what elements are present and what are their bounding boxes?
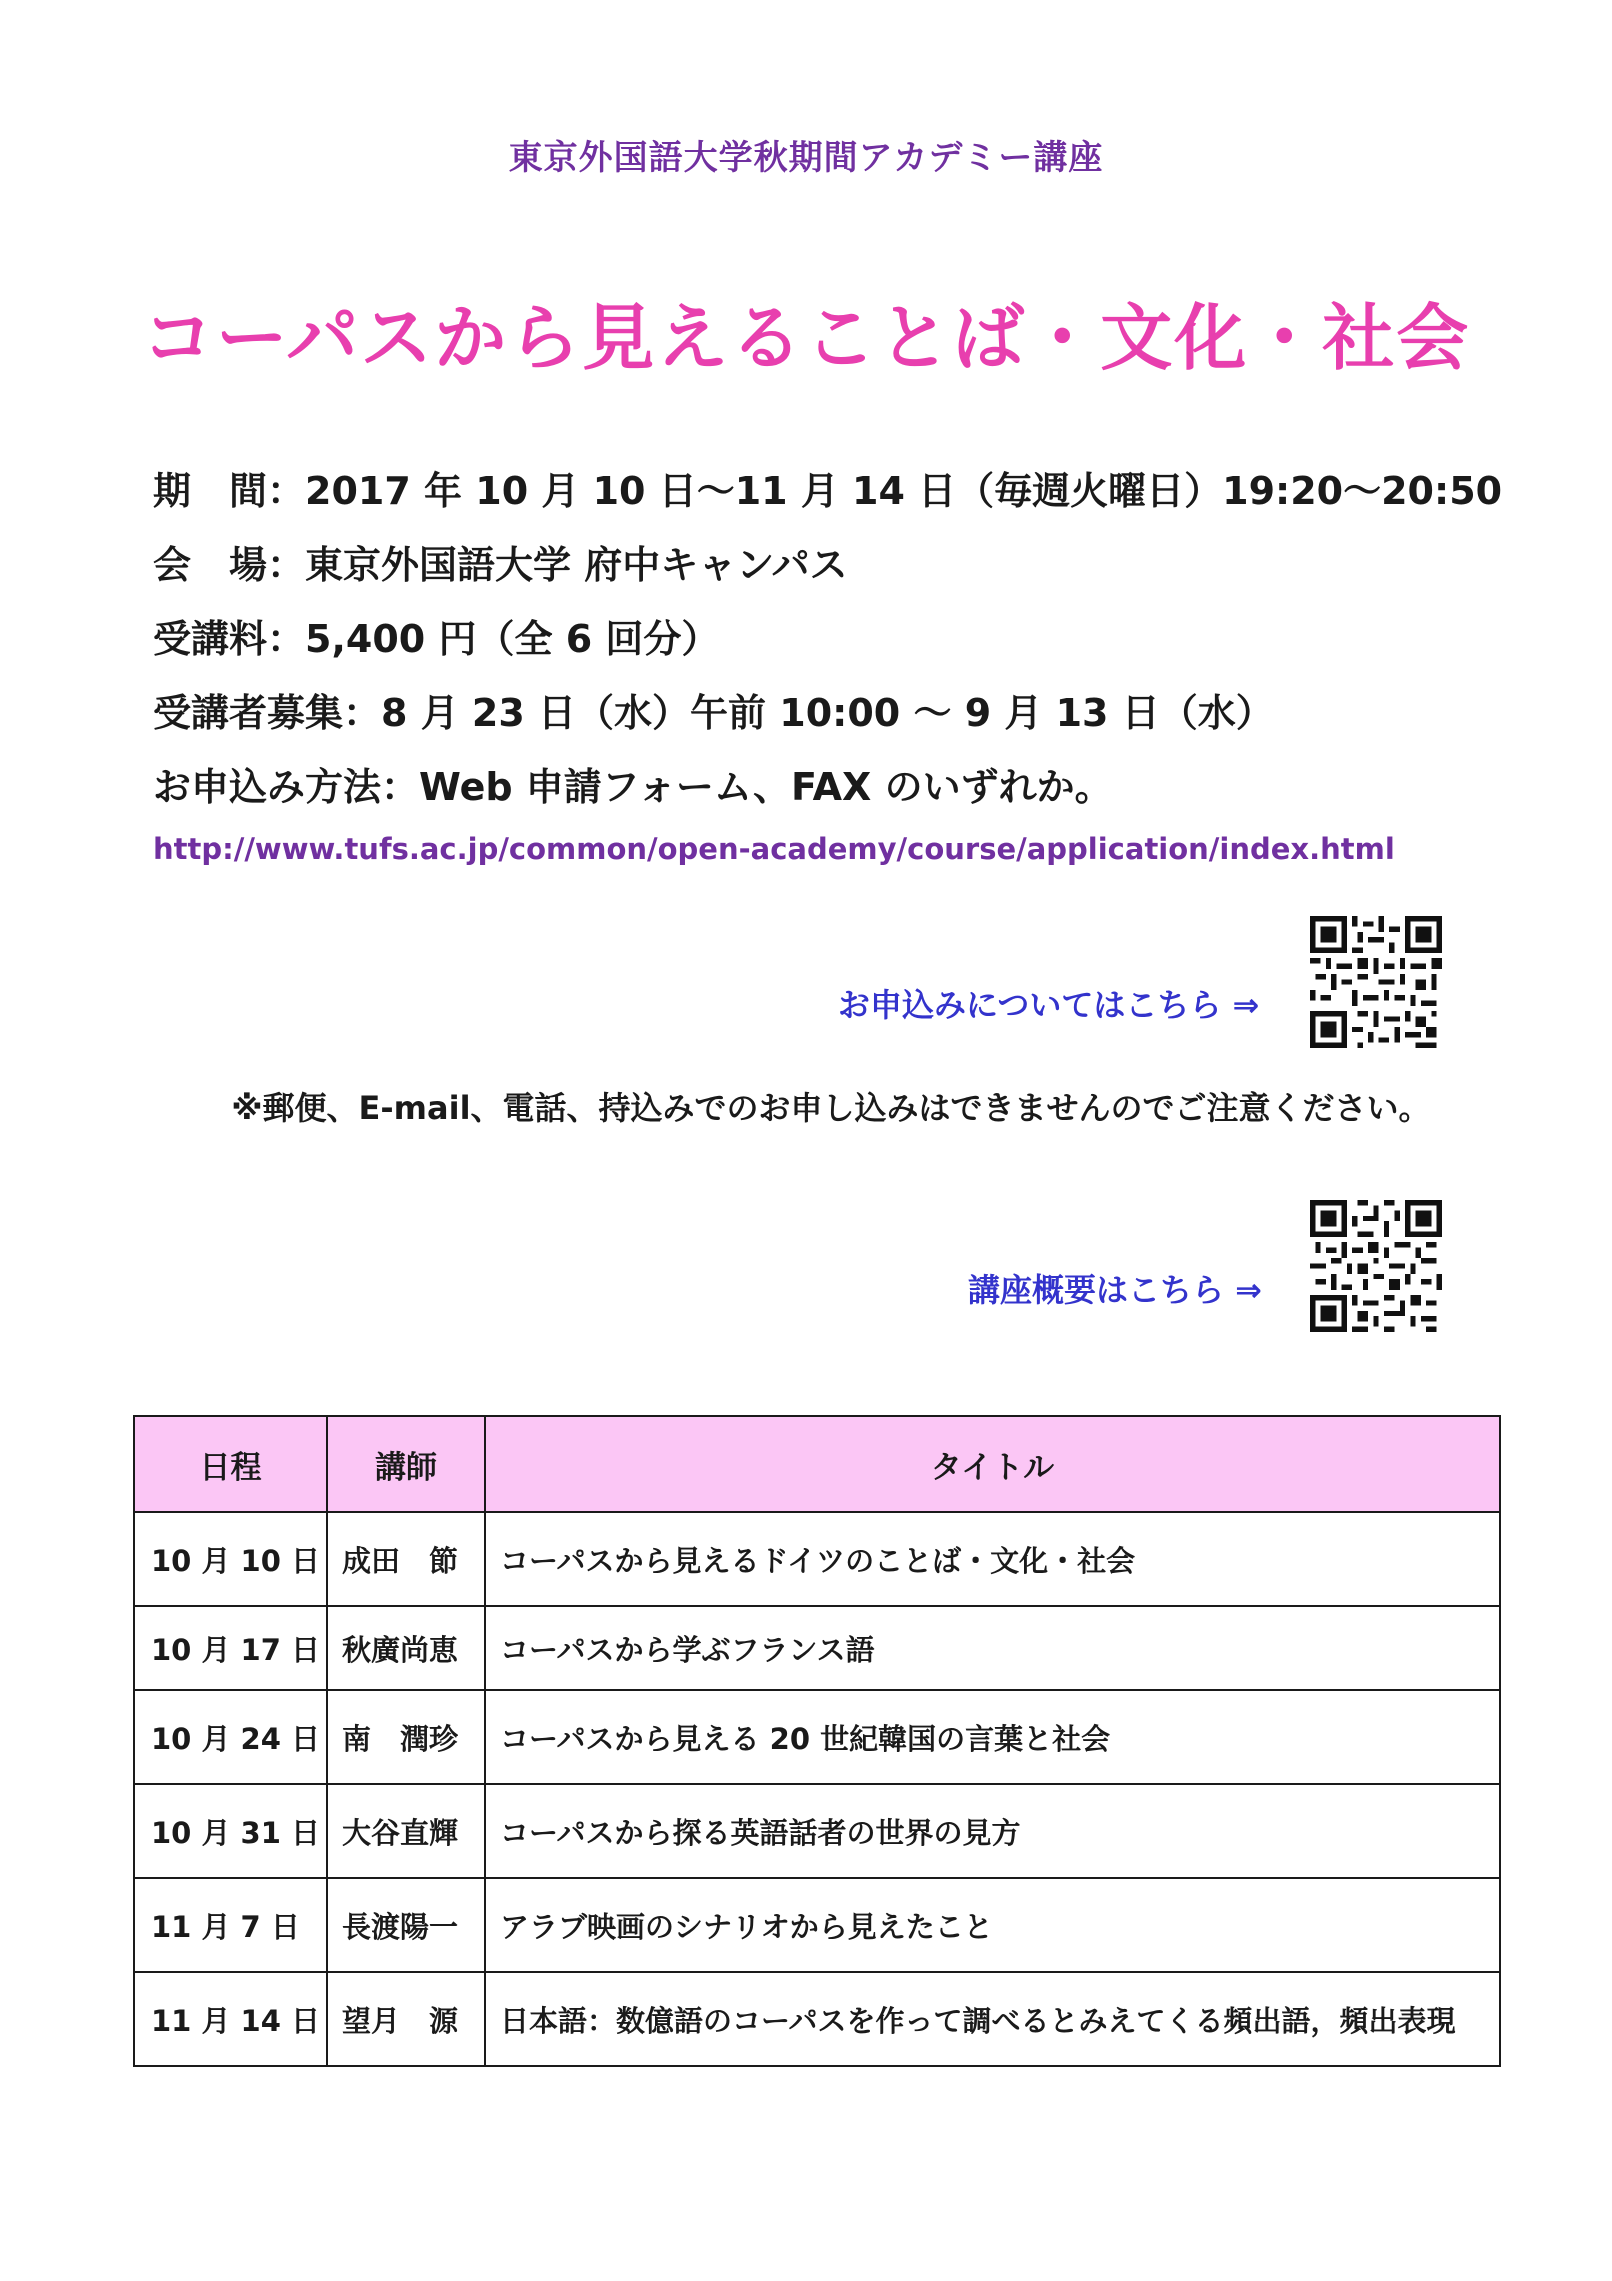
- info-period: [153, 460, 1502, 515]
- overview-link[interactable]: 講座概要はこちら ⇒: [968, 1271, 1262, 1309]
- cell-date: 10 月 17 日: [134, 1606, 327, 1690]
- info-label: 会 場: [153, 543, 268, 587]
- cell-lecturer: 長渡陽一: [327, 1878, 485, 1972]
- info-separator: ：: [267, 469, 306, 513]
- cell-title: 日本語：数億語のコーパスを作って調べるとみえてくる頻出語，頻出表現: [485, 1972, 1500, 2066]
- overview-qr-code-icon[interactable]: [1310, 1200, 1442, 1332]
- info-value: 2017 年 10 月 10 日〜11 月 14 日（毎週火曜日）19:20〜20:50: [305, 469, 1503, 513]
- table-row: [134, 1606, 1500, 1690]
- column-header-title: タイトル: [485, 1416, 1500, 1512]
- cell-title: コーパスから見えるドイツのことば・文化・社会: [485, 1512, 1500, 1606]
- info-value: 東京外国語大学 府中キャンパス: [305, 543, 848, 587]
- info-value: Web 申請フォーム、FAX のいずれか。: [419, 765, 1113, 809]
- table-row: [134, 1972, 1500, 2066]
- info-value: 5,400 円（全 6 回分）: [305, 617, 720, 661]
- column-header-date: 日程: [134, 1416, 327, 1512]
- info-label: 受講者募集: [153, 691, 344, 735]
- series-subtitle: 東京外国語大学秋期間アカデミー講座: [508, 138, 1104, 178]
- application-url[interactable]: http://www.tufs.ac.jp/common/open-academy/course/application/index.html: [153, 832, 1395, 866]
- info-separator: ：: [381, 765, 420, 809]
- schedule-table: [133, 1415, 1501, 2067]
- table-row: [134, 1784, 1500, 1878]
- cell-date: 10 月 24 日: [134, 1690, 327, 1784]
- info-label: 受講料: [153, 617, 268, 661]
- cell-date: 10 月 31 日: [134, 1784, 327, 1878]
- cell-lecturer: 秋廣尚恵: [327, 1606, 485, 1690]
- table-row: [134, 1512, 1500, 1606]
- info-separator: ：: [267, 617, 306, 661]
- cell-title: コーパスから探る英語話者の世界の見方: [485, 1784, 1500, 1878]
- cell-date: 11 月 7 日: [134, 1878, 327, 1972]
- table-header-row: [134, 1416, 1500, 1512]
- table-row: [134, 1690, 1500, 1784]
- cell-lecturer: 望月 源: [327, 1972, 485, 2066]
- application-notice: ※郵便、E-mail、電話、持込みでのお申し込みはできませんのでご注意ください。: [231, 1089, 1431, 1127]
- info-venue: [153, 534, 848, 589]
- apply-qr-code-icon[interactable]: [1310, 916, 1442, 1048]
- info-label: お申込み方法: [153, 765, 382, 809]
- info-application-method: [153, 756, 1113, 811]
- apply-link[interactable]: お申込みについてはこちら ⇒: [838, 986, 1260, 1024]
- cell-date: 11 月 14 日: [134, 1972, 327, 2066]
- info-recruitment: [153, 682, 1274, 737]
- info-separator: ：: [267, 543, 306, 587]
- cell-date: 10 月 10 日: [134, 1512, 327, 1606]
- cell-lecturer: 大谷直輝: [327, 1784, 485, 1878]
- cell-title: コーパスから学ぶフランス語: [485, 1606, 1500, 1690]
- column-header-lecturer: 講師: [327, 1416, 485, 1512]
- cell-lecturer: 成田 節: [327, 1512, 485, 1606]
- info-label: 期 間: [153, 469, 268, 513]
- cell-lecturer: 南 潤珍: [327, 1690, 485, 1784]
- table-row: [134, 1878, 1500, 1972]
- info-value: 8 月 23 日（水）午前 10:00 〜 9 月 13 日（水）: [381, 691, 1274, 735]
- info-fee: [153, 608, 719, 663]
- cell-title: アラブ映画のシナリオから見えたこと: [485, 1878, 1500, 1972]
- course-title: コーパスから見えることば・文化・社会: [141, 296, 1471, 380]
- info-separator: ：: [343, 691, 382, 735]
- cell-title: コーパスから見える 20 世紀韓国の言葉と社会: [485, 1690, 1500, 1784]
